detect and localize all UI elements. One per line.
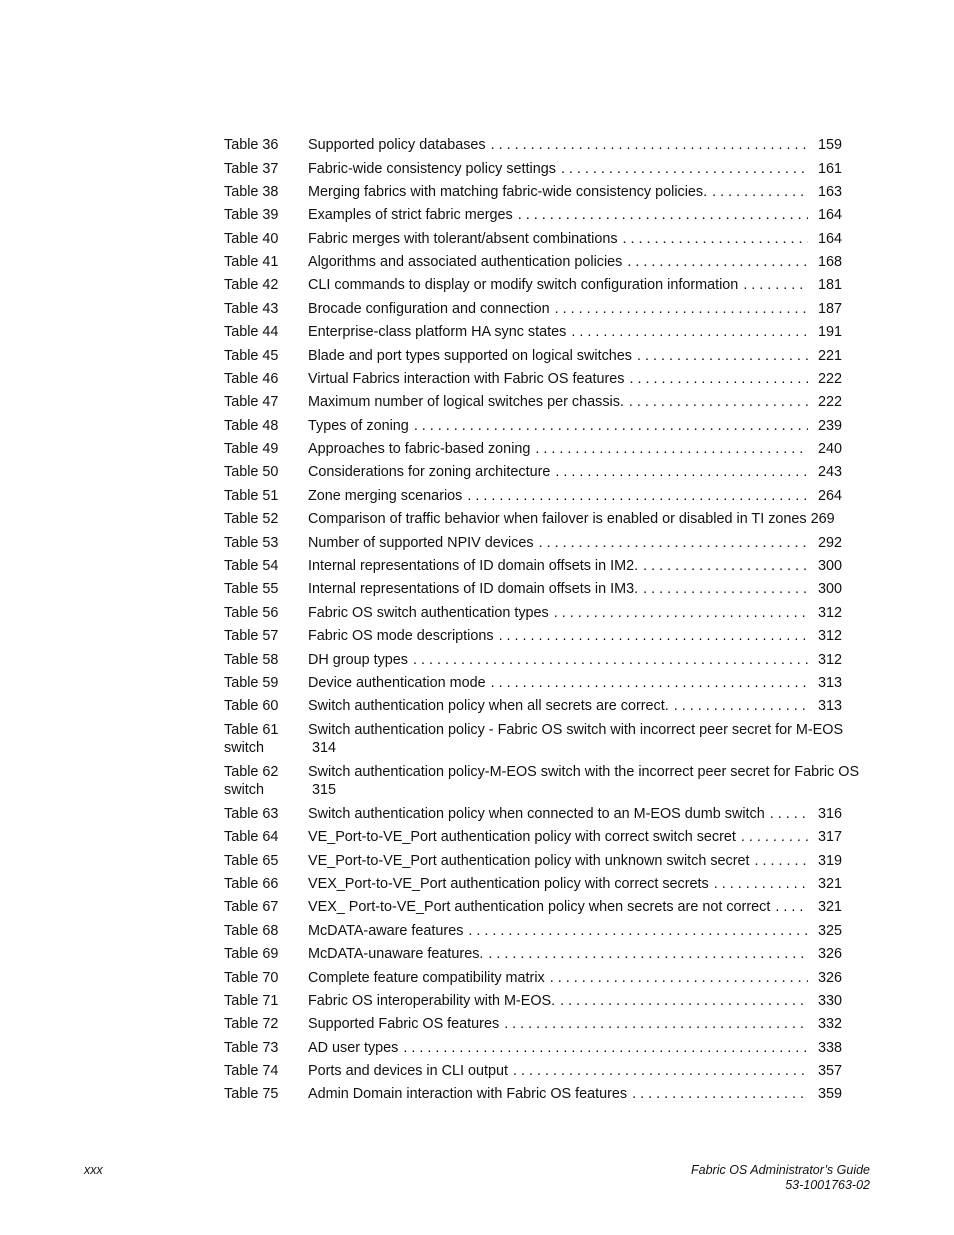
toc-entry-page: 221 xyxy=(817,348,842,364)
toc-entry-row xyxy=(308,922,870,940)
dot-leader xyxy=(413,651,808,669)
dot-leader xyxy=(539,534,808,552)
toc-entry-label: Table 55 xyxy=(224,581,279,597)
toc-entry-row xyxy=(308,347,870,365)
toc-entry-row xyxy=(308,580,870,598)
toc-entry-row xyxy=(308,945,870,963)
toc-entry-title: Types of zoning xyxy=(308,418,409,434)
toc-entry-title: AD user types xyxy=(308,1040,399,1056)
toc-entry-row xyxy=(308,651,870,669)
dot-leader xyxy=(555,463,808,481)
toc-entry-label: Table 62 xyxy=(224,764,279,780)
toc-entry-row xyxy=(308,697,870,715)
dot-leader xyxy=(741,828,808,846)
toc-entry-title: Complete feature compatibility matrix xyxy=(308,970,545,986)
toc-entry-label: Table 56 xyxy=(224,605,279,621)
toc-entry-page: 319 xyxy=(817,853,842,869)
toc-entry-row xyxy=(308,992,870,1010)
toc-entry-row xyxy=(308,898,870,916)
toc-entry-page: 312 xyxy=(817,628,842,644)
toc-entry-title: Fabric OS switch authentication types xyxy=(308,605,549,621)
toc-entry-label: Table 51 xyxy=(224,488,279,504)
toc-entry-row xyxy=(308,721,870,739)
dot-leader xyxy=(674,697,808,715)
dot-leader xyxy=(518,206,808,224)
toc-entry-row xyxy=(308,1062,870,1080)
toc-entry-title: Switch authentication policy - Fabric OS switch with incorrect peer secret for M-EOS xyxy=(308,722,844,738)
toc-entry-label: Table 43 xyxy=(224,301,279,317)
toc-entry-page: 326 xyxy=(817,970,842,986)
toc-entry-page: 326 xyxy=(817,946,842,962)
dot-leader xyxy=(555,300,808,318)
toc-entry-label: Table 69 xyxy=(224,946,279,962)
toc-entry-title: Switch authentication policy-M-EOS switch with the incorrect peer secret for Fabric OS xyxy=(308,764,860,780)
toc-entry-row xyxy=(308,370,870,388)
toc-entry-page: 330 xyxy=(817,993,842,1009)
toc-entry-row xyxy=(308,487,870,505)
toc-entry-row xyxy=(308,206,870,224)
toc-entry-label: Table 70 xyxy=(224,970,279,986)
toc-entry-row xyxy=(308,230,870,248)
toc-entry-page: 240 xyxy=(817,441,842,457)
toc-entry-page: 222 xyxy=(817,394,842,410)
dot-leader xyxy=(504,1015,808,1033)
dot-leader xyxy=(775,898,808,916)
toc-entry-title: Virtual Fabrics interaction with Fabric OS features xyxy=(308,371,625,387)
toc-entry-page: 325 xyxy=(817,923,842,939)
toc-entry-page: 321 xyxy=(817,899,842,915)
toc-entry-page: 168 xyxy=(817,254,842,270)
toc-entry-title: McDATA-unaware features. xyxy=(308,946,484,962)
dot-leader xyxy=(629,393,808,411)
toc-entry-row xyxy=(308,969,870,987)
toc-entry-row xyxy=(308,276,870,294)
toc-entry-row xyxy=(308,1039,870,1057)
toc-entry-row xyxy=(308,763,870,781)
toc-entry-page: 164 xyxy=(817,207,842,223)
toc-entry-page: 315 xyxy=(312,782,337,798)
dot-leader xyxy=(743,276,808,294)
toc-entry-label: Table 65 xyxy=(224,853,279,869)
toc-entry-page: 313 xyxy=(817,675,842,691)
toc-entry-row xyxy=(308,875,870,893)
toc-entry-page: 313 xyxy=(817,698,842,714)
toc-entry-row xyxy=(308,160,870,178)
toc-entry-page: 314 xyxy=(312,740,337,756)
toc-entry-page: 359 xyxy=(817,1086,842,1102)
toc-entry-title: Fabric-wide consistency policy settings xyxy=(308,161,556,177)
toc-entry-page: 161 xyxy=(817,161,842,177)
dot-leader xyxy=(770,805,808,823)
toc-entry-page: 357 xyxy=(817,1063,842,1079)
toc-entry-label: Table 72 xyxy=(224,1016,279,1032)
toc-entry-row xyxy=(308,510,870,528)
toc-entry-title: Algorithms and associated authentication policies xyxy=(308,254,623,270)
toc-entry-label: Table 74 xyxy=(224,1063,279,1079)
toc-entry-title: Fabric OS mode descriptions xyxy=(308,628,494,644)
toc-entry-title: Switch authentication policy when connected to an M-EOS dumb switch xyxy=(308,806,765,822)
toc-entry-label: Table 53 xyxy=(224,535,279,551)
dot-leader xyxy=(712,183,808,201)
toc-entry-title: Examples of strict fabric merges xyxy=(308,207,513,223)
toc-entry-title: Maximum number of logical switches per chassis. xyxy=(308,394,624,410)
toc-entry-label: Table 36 xyxy=(224,137,279,153)
dot-leader xyxy=(561,160,808,178)
dot-leader xyxy=(550,969,808,987)
toc-entry-row xyxy=(308,604,870,622)
toc-entry-label: Table 50 xyxy=(224,464,279,480)
toc-entry-row xyxy=(308,534,870,552)
dot-leader xyxy=(414,417,808,435)
toc-entry-title: VE_Port-to-VE_Port authentication policy with unknown switch secret xyxy=(308,853,750,869)
toc-entry-label: Table 47 xyxy=(224,394,279,410)
dot-leader xyxy=(554,604,808,622)
toc-entry-label: Table 64 xyxy=(224,829,279,845)
toc-entry-label: Table 44 xyxy=(224,324,279,340)
toc-entry-label: Table 68 xyxy=(224,923,279,939)
toc-entry-row xyxy=(308,300,870,318)
toc-entry-page: 332 xyxy=(817,1016,842,1032)
dot-leader xyxy=(623,230,808,248)
toc-entry-page: 338 xyxy=(817,1040,842,1056)
toc-entry-row xyxy=(308,627,870,645)
toc-entry-title: Internal representations of ID domain offsets in IM2. xyxy=(308,558,639,574)
dot-leader xyxy=(627,253,808,271)
toc-entry-page: 312 xyxy=(817,605,842,621)
toc-entry-row xyxy=(308,323,870,341)
toc-entry-label: Table 58 xyxy=(224,652,279,668)
toc-entry-row xyxy=(308,805,870,823)
dot-leader xyxy=(491,674,808,692)
dot-leader xyxy=(755,852,808,870)
toc-entry-page: 187 xyxy=(817,301,842,317)
toc-entry-title: VEX_Port-to-VE_Port authentication policy with correct secrets xyxy=(308,876,709,892)
toc-entry-page: 191 xyxy=(817,324,842,340)
toc-entry-page: 300 xyxy=(817,581,842,597)
toc-entry-page: 317 xyxy=(817,829,842,845)
toc-entry-label: Table 38 xyxy=(224,184,279,200)
toc-entry-row xyxy=(308,417,870,435)
toc-entry-label: Table 46 xyxy=(224,371,279,387)
toc-entry-row xyxy=(308,440,870,458)
toc-entry-title: Fabric OS interoperability with M-EOS. xyxy=(308,993,556,1009)
toc-entry-title: Admin Domain interaction with Fabric OS features xyxy=(308,1086,628,1102)
toc-entry-row xyxy=(308,1085,870,1103)
toc-entry-title: DH group types xyxy=(308,652,408,668)
toc-entry-title: Merging fabrics with matching fabric-wide consistency policies. xyxy=(308,184,708,200)
toc-entry-title: Considerations for zoning architecture xyxy=(308,464,551,480)
toc-entry-title: Supported Fabric OS features xyxy=(308,1016,500,1032)
toc-entry-page: 181 xyxy=(817,277,842,293)
footer-doc-info xyxy=(691,1163,870,1193)
toc-entry-page: 164 xyxy=(817,231,842,247)
dot-leader xyxy=(643,557,808,575)
dot-leader xyxy=(637,347,808,365)
toc-entry-title: Zone merging scenarios xyxy=(308,488,463,504)
dot-leader xyxy=(643,580,808,598)
dot-leader xyxy=(467,487,808,505)
toc-entry-title: Fabric merges with tolerant/absent combinations xyxy=(308,231,618,247)
toc-entry-label: Table 42 xyxy=(224,277,279,293)
toc-entry-label: Table 49 xyxy=(224,441,279,457)
toc-entry-page: 239 xyxy=(817,418,842,434)
footer-doc-number: 53-1001763-02 xyxy=(785,1178,870,1192)
toc-entry-label: Table 40 xyxy=(224,231,279,247)
toc-entry-label: Table 66 xyxy=(224,876,279,892)
toc-entry-title: Brocade configuration and connection xyxy=(308,301,550,317)
toc-entry-page: 321 xyxy=(817,876,842,892)
toc-entry-label: Table 67 xyxy=(224,899,279,915)
toc-entry-label: Table 59 xyxy=(224,675,279,691)
dot-leader xyxy=(513,1062,808,1080)
toc-entry-label: Table 39 xyxy=(224,207,279,223)
dot-leader xyxy=(499,627,808,645)
dot-leader xyxy=(403,1039,808,1057)
toc-entry-page: 300 xyxy=(817,558,842,574)
toc-entry-row xyxy=(308,253,870,271)
toc-entry-title: Blade and port types supported on logical switches xyxy=(308,348,632,364)
toc-entry-row xyxy=(308,1015,870,1033)
toc-entry-page: 292 xyxy=(817,535,842,551)
footer-guide-title: Fabric OS Administrator’s Guide xyxy=(691,1163,870,1177)
toc-entry-title: VE_Port-to-VE_Port authentication policy with correct switch secret xyxy=(308,829,736,845)
toc-entry-title: Number of supported NPIV devices xyxy=(308,535,534,551)
toc-entry-label: Table 63 xyxy=(224,806,279,822)
toc-entry-title: McDATA-aware features xyxy=(308,923,464,939)
toc-entry-label: Table 45 xyxy=(224,348,279,364)
dot-leader xyxy=(491,136,808,154)
toc-entry-row xyxy=(308,828,870,846)
toc-entry-label: Table 61 xyxy=(224,722,279,738)
toc-entry-label: Table 75 xyxy=(224,1086,279,1102)
dot-leader xyxy=(629,370,808,388)
toc-entry-row xyxy=(308,393,870,411)
toc-entry-label: Table 57 xyxy=(224,628,279,644)
toc-entry-page: 269 xyxy=(810,511,835,527)
toc-entry-label: Table 54 xyxy=(224,558,279,574)
dot-leader xyxy=(488,945,808,963)
toc-entry-label: Table 48 xyxy=(224,418,279,434)
toc-entry-page: 222 xyxy=(817,371,842,387)
toc-entry-row xyxy=(308,852,870,870)
toc-entry-title: Comparison of traffic behavior when failover is enabled or disabled in TI zones xyxy=(308,511,807,527)
toc-entry-page: 312 xyxy=(817,652,842,668)
toc-entry-row xyxy=(308,136,870,154)
toc-entry-label: Table 60 xyxy=(224,698,279,714)
footer-page-number: xxx xyxy=(84,1163,103,1177)
toc-entry-row xyxy=(308,183,870,201)
toc-entry-page: 159 xyxy=(817,137,842,153)
toc-entry-page: 264 xyxy=(817,488,842,504)
dot-leader xyxy=(714,875,808,893)
dot-leader xyxy=(571,323,808,341)
toc-entry-row xyxy=(308,674,870,692)
toc-entry-page: 316 xyxy=(817,806,842,822)
toc-entry-label-continued: switch xyxy=(224,740,264,756)
toc-entry-title: Supported policy databases xyxy=(308,137,486,153)
toc-entry-label: Table 73 xyxy=(224,1040,279,1056)
toc-entry-title: Ports and devices in CLI output xyxy=(308,1063,508,1079)
toc-entry-title: Enterprise-class platform HA sync states xyxy=(308,324,567,340)
toc-entry-title: Internal representations of ID domain offsets in IM3. xyxy=(308,581,639,597)
toc-entry-label: Table 52 xyxy=(224,511,279,527)
dot-leader xyxy=(535,440,808,458)
toc-entry-title: VEX_ Port-to-VE_Port authentication policy when secrets are not correct xyxy=(308,899,771,915)
toc-entry-page: 163 xyxy=(817,184,842,200)
toc-entry-row xyxy=(308,463,870,481)
toc-entry-page: 243 xyxy=(817,464,842,480)
toc-entry-label: Table 41 xyxy=(224,254,279,270)
toc-entry-title: CLI commands to display or modify switch configuration information xyxy=(308,277,739,293)
toc-entry-title: Device authentication mode xyxy=(308,675,486,691)
toc-entry-title: Switch authentication policy when all secrets are correct. xyxy=(308,698,669,714)
dot-leader xyxy=(468,922,808,940)
toc-entry-label-continued: switch xyxy=(224,782,264,798)
toc-entry-label: Table 37 xyxy=(224,161,279,177)
dot-leader xyxy=(560,992,808,1010)
dot-leader xyxy=(632,1085,808,1103)
toc-entry-label: Table 71 xyxy=(224,993,279,1009)
toc-entry-row xyxy=(308,557,870,575)
toc-entry-title: Approaches to fabric-based zoning xyxy=(308,441,531,457)
